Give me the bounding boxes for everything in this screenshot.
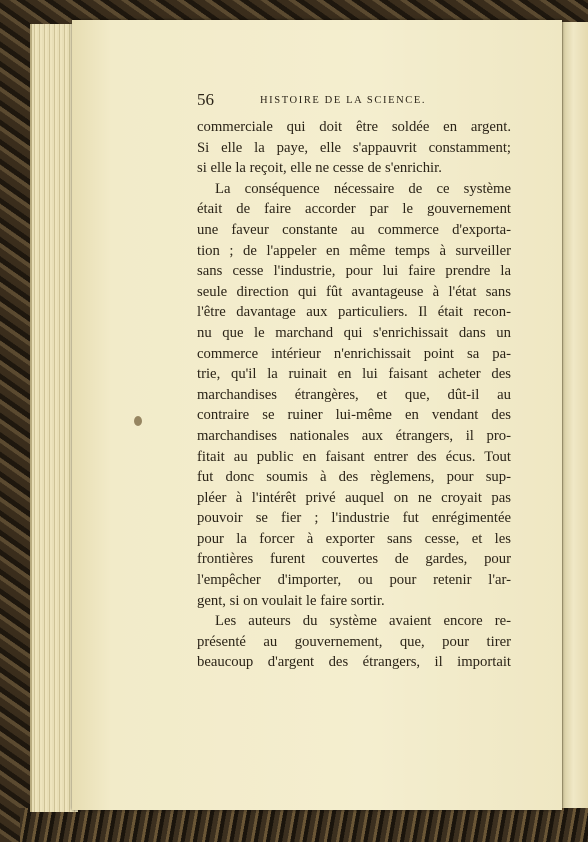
text-line: commerciale qui doit être soldée en argent. <box>197 119 511 135</box>
page-text <box>197 90 511 673</box>
text-line: était de faire accorder par le gouvernement <box>197 201 511 218</box>
text-line: présenté au gouvernement, que, pour tirer <box>197 633 511 650</box>
text-line: l'empêcher d'importer, ou pour retenir l'ar- <box>197 572 511 589</box>
text-line: beaucoup d'argent des étrangers, il importait <box>197 654 511 671</box>
binding-bottom-edge <box>20 808 588 842</box>
text-line: fitait au public en faisant entrer des écus. Tout <box>197 448 511 465</box>
paragraph-2 <box>197 179 511 611</box>
text-line: La conséquence nécessaire de ce système <box>215 180 511 197</box>
page-edges <box>30 24 78 812</box>
running-head <box>197 90 511 112</box>
text-line: pour la forcer à exporter sans cesse, et les <box>197 530 511 547</box>
text-line: fut donc soumis à des règlemens, pour sup- <box>197 469 511 486</box>
text-line: gent, si on voulait le faire sortir. <box>197 592 385 609</box>
text-line: trie, qu'il la ruinait en lui faisant acheter des <box>197 366 511 383</box>
page-number: 56 <box>197 90 214 109</box>
text-line: une faveur constante au commerce d'exporta- <box>197 221 511 238</box>
text-line: pouvoir se fier ; l'industrie fut enrégimentée <box>197 510 511 527</box>
text-line: nu que le marchand qui s'enrichissait dans un <box>197 324 511 341</box>
ink-stain <box>134 416 142 426</box>
right-page-edge <box>562 22 588 808</box>
text-line: contraire se ruiner lui-même en vendant des <box>197 407 511 424</box>
text-line: l'être davantage aux particuliers. Il était recon- <box>197 304 511 321</box>
text-line: frontières furent couvertes de gardes, pour <box>197 551 511 568</box>
text-line: seule direction qui fût avantageuse à l'état sans <box>197 283 511 300</box>
text-line: Si elle la paye, elle s'appauvrit constamment; <box>197 139 511 156</box>
text-line: marchandises nationales aux étrangers, il pro- <box>197 427 511 444</box>
text-line: Les auteurs du système avaient encore re- <box>215 613 511 630</box>
text-line: tion ; de l'appeler en même temps à surveiller <box>197 242 511 259</box>
paragraph-1 <box>197 117 511 179</box>
text-line: pléer à l'intérêt privé auquel on ne croyait pas <box>197 489 511 506</box>
text-line: commerce intérieur n'enrichissait point sa pa- <box>197 345 511 362</box>
text-line: sans cesse l'industrie, pour lui faire prendre la <box>197 263 511 280</box>
paragraph-3 <box>197 611 511 673</box>
text-line: si elle la reçoit, elle ne cesse de s'enrichir. <box>197 160 442 177</box>
text-line: marchandises étrangères, et que, dût-il au <box>197 386 511 403</box>
running-title: HISTOIRE DE LA SCIENCE. <box>260 95 427 106</box>
